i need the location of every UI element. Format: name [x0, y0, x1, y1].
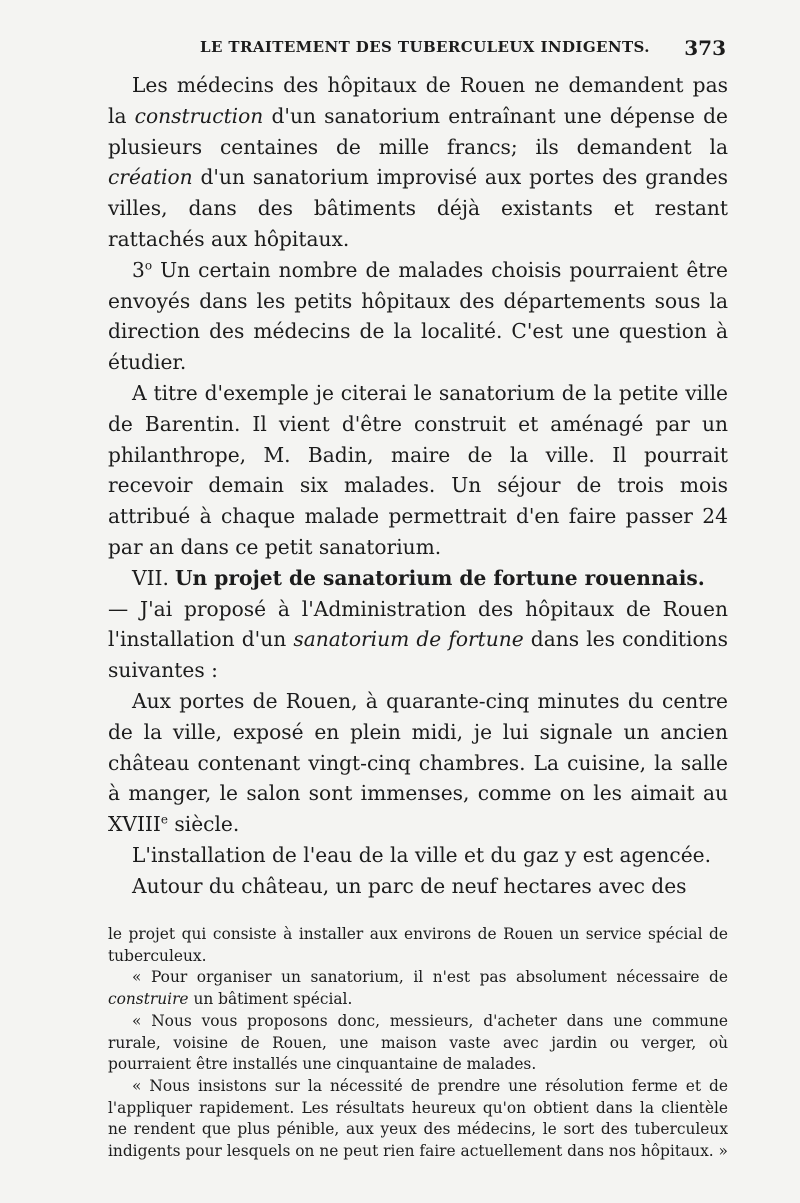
p4-text-a: — J'ai proposé à l'Administration des hôpitaux de Rouen l'installation d'un: [108, 596, 728, 652]
section-number: VII.: [132, 565, 169, 590]
p5-text: Aux portes de Rouen, à quarante-cinq minutes du centre de la ville, exposé en plein midi, je lui signale un ancien château contenant vingt-cinq chambres. La cuisine, la salle à manger, le salon sont immenses, comme on les aimait au: [108, 688, 728, 806]
footnote-2-emphasis: construire: [108, 990, 189, 1009]
footnote-4: « Nous insistons sur la nécessité de prendre une résolution ferme et de l'appliquer rapidement. Les résultats heureux qu'on obtient dans la clientèle ne rendent que plus pénible, aux yeux des médecins, le sort des tuberculeux indigents pour lesquels on ne peut rien faire actuellement dans nos hôpitaux. »: [108, 1076, 728, 1161]
paragraph-6: L'installation de l'eau de la ville et du gaz y est agencée.: [132, 842, 712, 867]
p1-text-c: d'un sanatorium improvisé aux portes des grandes villes, dans des bâtiments déjà existants et restant rattachés aux hôpitaux.: [108, 165, 728, 251]
p5-text-end: siècle.: [167, 812, 240, 837]
paragraph-4: [108, 594, 728, 686]
p1-text-a: Les médecins des hôpitaux de Rouen ne demandent pas la: [108, 73, 728, 128]
p1-emphasis-construction: construction: [134, 103, 264, 128]
p4-emphasis: sanatorium de fortune: [293, 627, 524, 652]
footnotes: [108, 924, 728, 1163]
footnote-1: le projet qui consiste à installer aux environs de Rouen un service spécial de tuberculeux.: [108, 925, 728, 965]
p2-text: Un certain nombre de malades choisis pourraient être envoyés dans les petits hôpitaux des départements sous la direction des médecins de la localité. C'est une question à étudier.: [108, 257, 728, 375]
section-title: Un projet de sanatorium de fortune rouennais.: [174, 565, 705, 590]
footnote-2-text-b: un bâtiment spécial.: [188, 990, 353, 1009]
paragraph-2: [108, 255, 728, 378]
running-title: LE TRAITEMENT DES TUBERCULEUX INDIGENTS.: [200, 38, 650, 56]
p1-emphasis-creation: création: [108, 165, 193, 190]
p2-number: 3: [132, 257, 145, 282]
section-heading: [108, 563, 728, 594]
p2-ordinal-sup: o: [144, 258, 153, 273]
paragraph-1: [108, 70, 728, 255]
footnote-3: « Nous vous proposons donc, messieurs, d'acheter dans une commune rurale, voisine de Rouen, une maison vaste avec jardin ou verger, où pourraient être installés une cinquantaine de malades.: [108, 1011, 728, 1074]
p5-century: XVIII: [108, 812, 161, 837]
paragraph-7: Autour du château, un parc de neuf hectares avec des: [132, 873, 687, 898]
p1-text-b: d'un sanatorium entraînant une dépense de plusieurs centaines de mille francs; ils demandent la: [108, 103, 728, 159]
p5-century-sup: e: [160, 812, 168, 827]
footnote-2: [108, 967, 728, 1010]
footnote-2-text-a: « Pour organiser un sanatorium, il n'est pas absolument nécessaire de: [132, 968, 728, 987]
paragraph-3: A titre d'exemple je citerai le sanatorium de la petite ville de Barentin. Il vient d'être construit et aménagé par un philanthrope, M. Badin, maire de la ville. Il pourrait recevoir demain six malades. Un séjour de trois mois attribué à chaque malade permettrait d'en faire passer 24 par an dans ce petit sanatorium.: [108, 380, 728, 559]
body-text: [108, 70, 728, 902]
p4-text-b: dans les conditions suivantes :: [108, 627, 728, 683]
paragraph-5: [108, 686, 728, 840]
page-number: 373: [684, 36, 726, 60]
page-header: [200, 36, 730, 60]
